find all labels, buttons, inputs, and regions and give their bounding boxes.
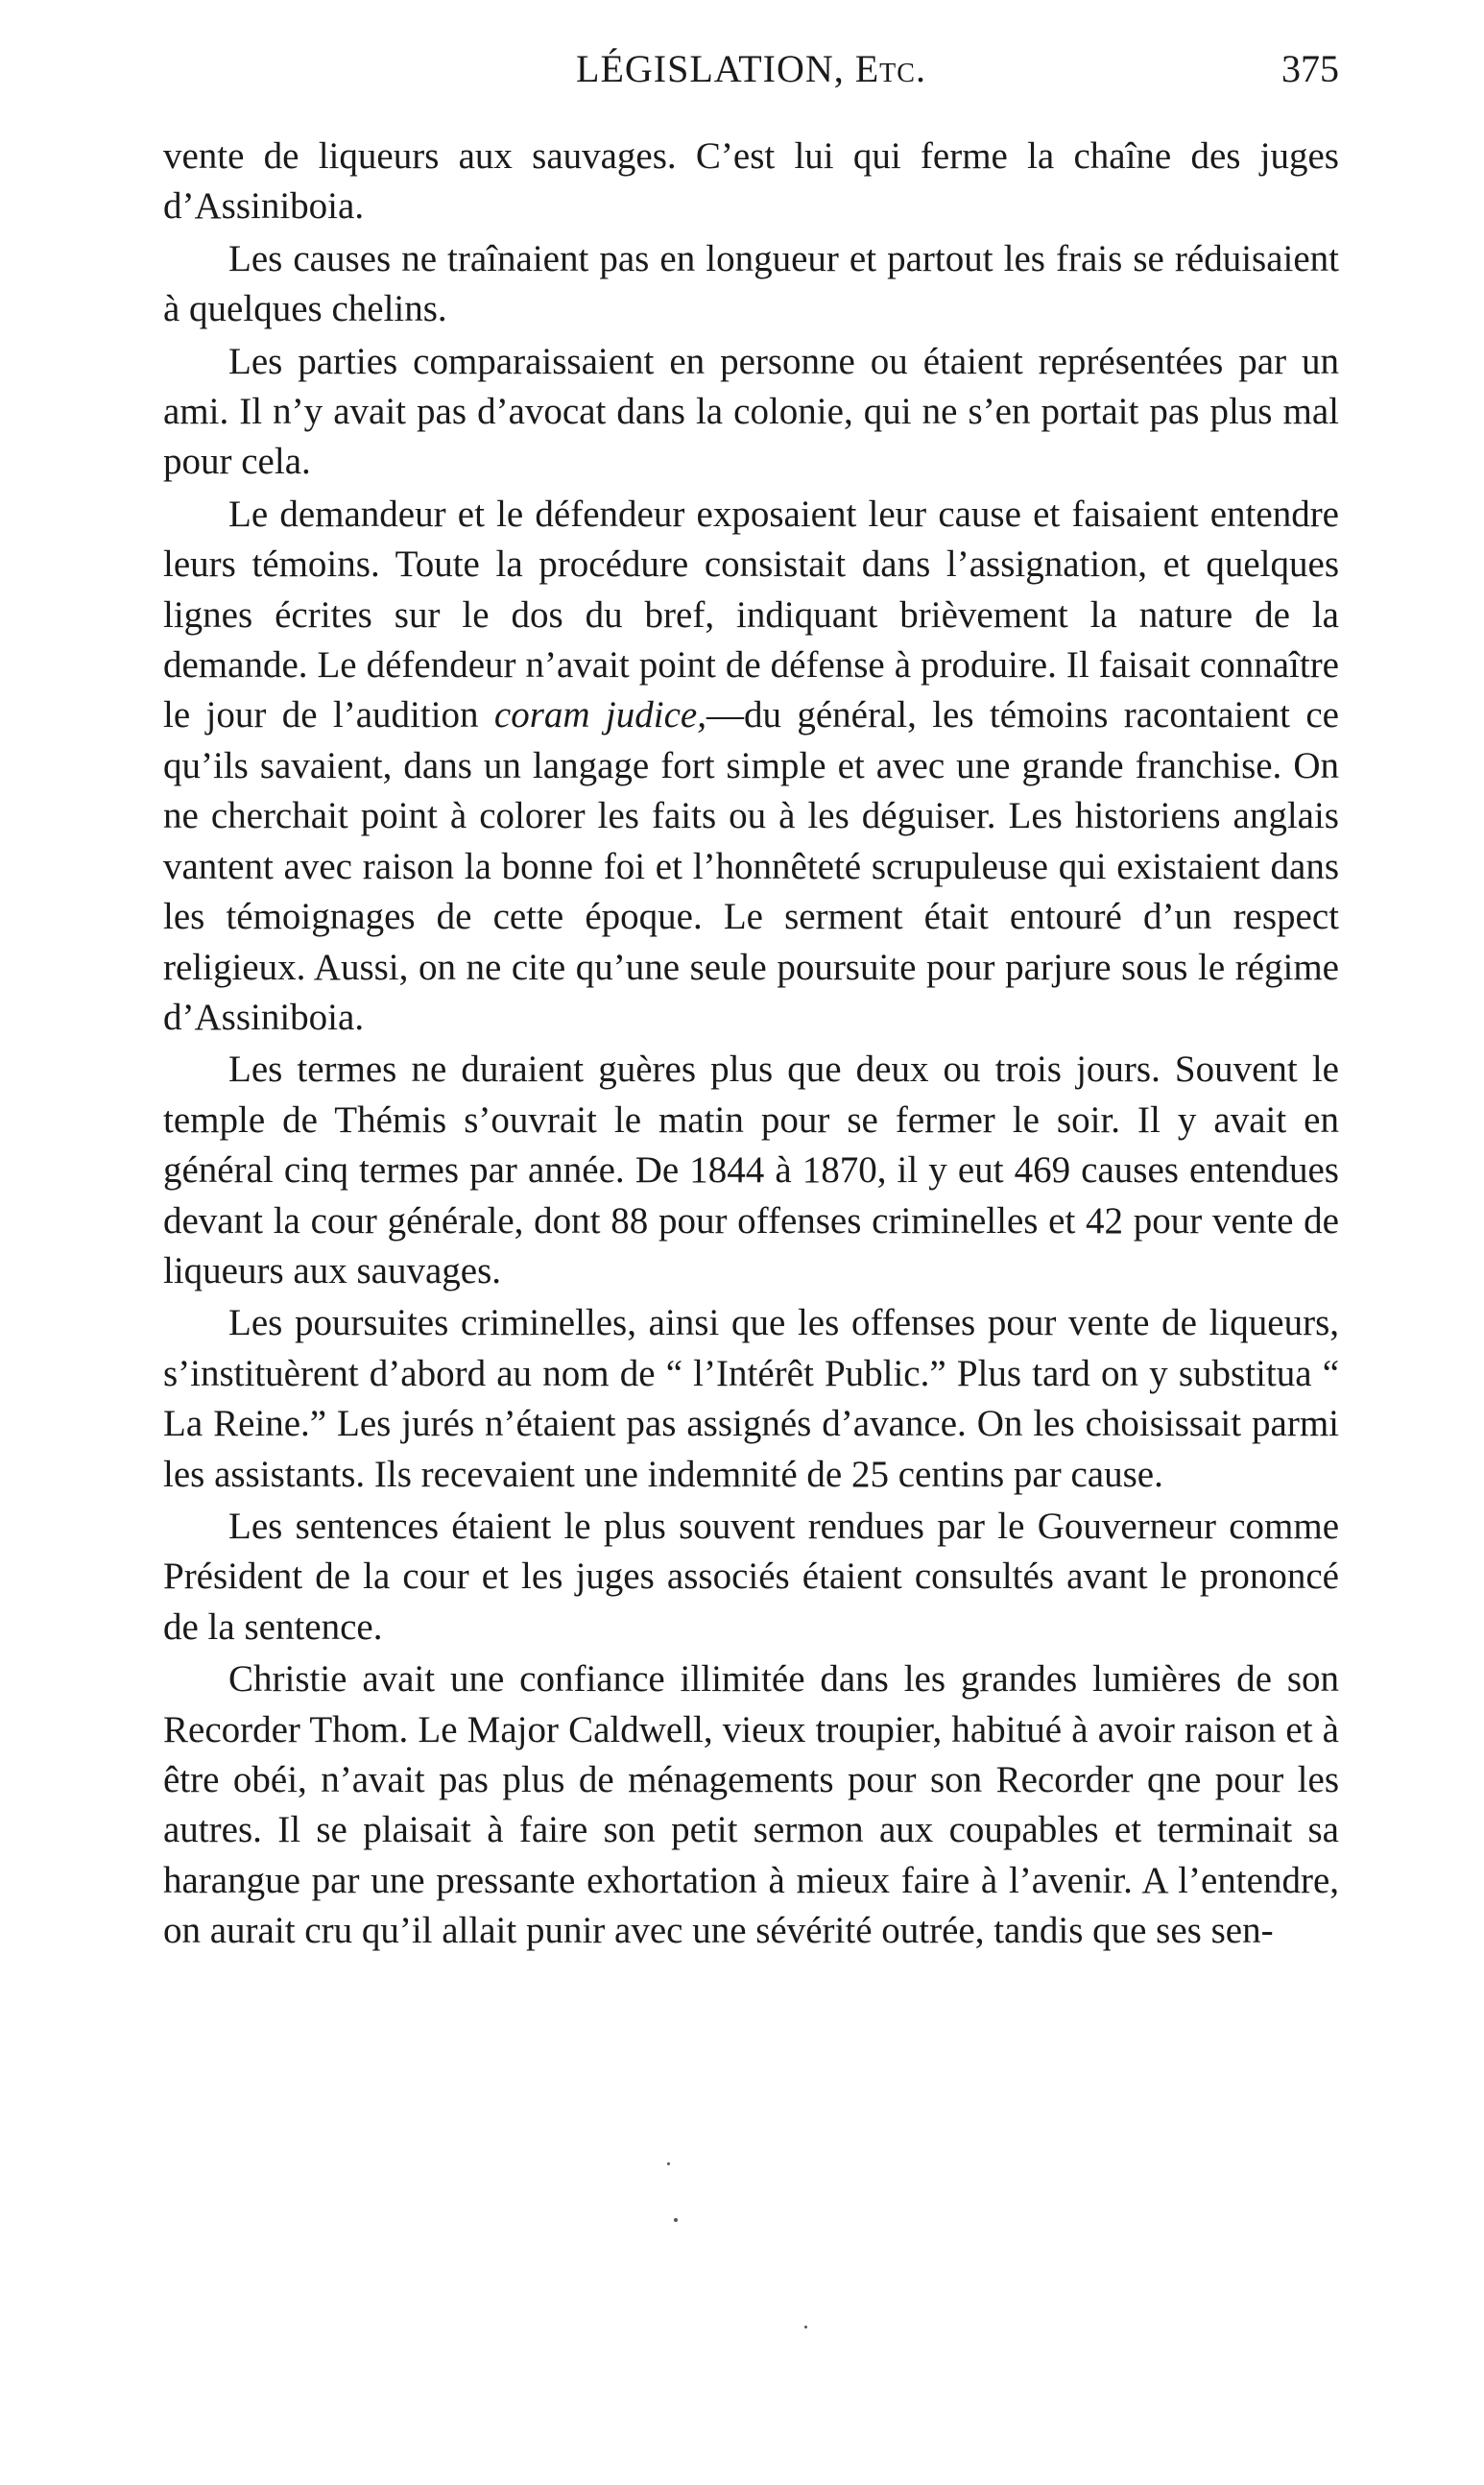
scan-speck	[804, 2326, 807, 2328]
paragraph-continuation: vente de liqueurs aux sauvages. C’est lui qui ferme la chaîne des juges d’Assiniboia.	[163, 135, 1339, 228]
scan-speck	[674, 2218, 678, 2222]
paragraph: Les poursuites criminelles, ainsi que les offenses pour vente de liqueurs, s’instituèrent d’abord au nom de “ l’Intérêt Public.” Plus tard on y substitua “ La Reine.” Les jurés n’étaient pas assignés d’avance. On les choisissait parmi les assistants. Ils recevaient une indemnité de 25 centins par cause.	[163, 1302, 1339, 1495]
paragraph: Les termes ne duraient guères plus que deux ou trois jours. Souvent le temple de Thémis s’ouvrait le matin pour se fermer le soir. Il y avait en général cinq termes par année. De 1844 à 1870, il y eut 469 causes entendues devant la cour générale, dont 88 pour offenses criminelles et 42 pour vente de liqueurs aux sauvages.	[163, 1049, 1339, 1291]
page-number: 375	[1281, 47, 1339, 90]
paragraph: Les parties comparaissaient en personne ou étaient représentées par un ami. Il n’y avait pas d’avocat dans la colonie, qui ne s’en portait pas plus mal pour cela.	[163, 340, 1339, 483]
paragraph: Les causes ne traînaient pas en longueur et partout les frais se réduisaient à quelques chelins.	[163, 237, 1339, 330]
paragraph-procedure	[163, 490, 1339, 1043]
paragraph: Christie avait une confiance illimitée dans les grandes lumières de son Recorder Thom. Le Major Caldwell, vieux troupier, habitué à avoir raison et à être obéi, n’avait pas plus de ménagements pour son Recorder qne pour les autres. Il se plaisait à faire son petit sermon aux coupables et terminait sa harangue par une pressante exhortation à mieux faire à l’avenir. A l’entendre, on aurait cru qu’il allait punir avec une sévérité outrée, tandis que ses sen-	[163, 1658, 1339, 1952]
running-title: LÉGISLATION, Etc.	[576, 47, 926, 90]
paragraph: Les sentences étaient le plus souvent rendues par le Gouverneur comme Président de la cour et les juges associés étaient consultés avant le prononcé de la sentence.	[163, 1505, 1339, 1648]
body-text	[163, 132, 1339, 1959]
paragraph-text: —du général, les témoins racontaient ce qu’ils savaient, dans un langage fort simple et avec une grande franchise. On ne cherchait point à colorer les faits ou à les déguiser. Les historiens anglais vantent avec raison la bonne foi et l’honnêteté scrupuleuse qui existaient dans les témoignages de cette époque. Le serment était entouré d’un respect religieux. Aussi, on ne cite qu’une seule poursuite pour parjure sous le régime d’Assiniboia.	[163, 694, 1339, 1038]
page-header	[163, 46, 1339, 104]
paragraph-text: Le demandeur et le défendeur exposaient leur cause et faisaient entendre leurs témoins. Toute la procédure consistait dans l’assignation, et quelques lignes écrites sur le dos du bref, indiquant brièvement la nature de la demande. Le défendeur n’avait point de défense à produire. Il faisait connaître le jour de l’audition	[163, 493, 1339, 736]
latin-phrase: coram judice,	[493, 694, 706, 736]
scan-speck	[667, 2162, 670, 2165]
